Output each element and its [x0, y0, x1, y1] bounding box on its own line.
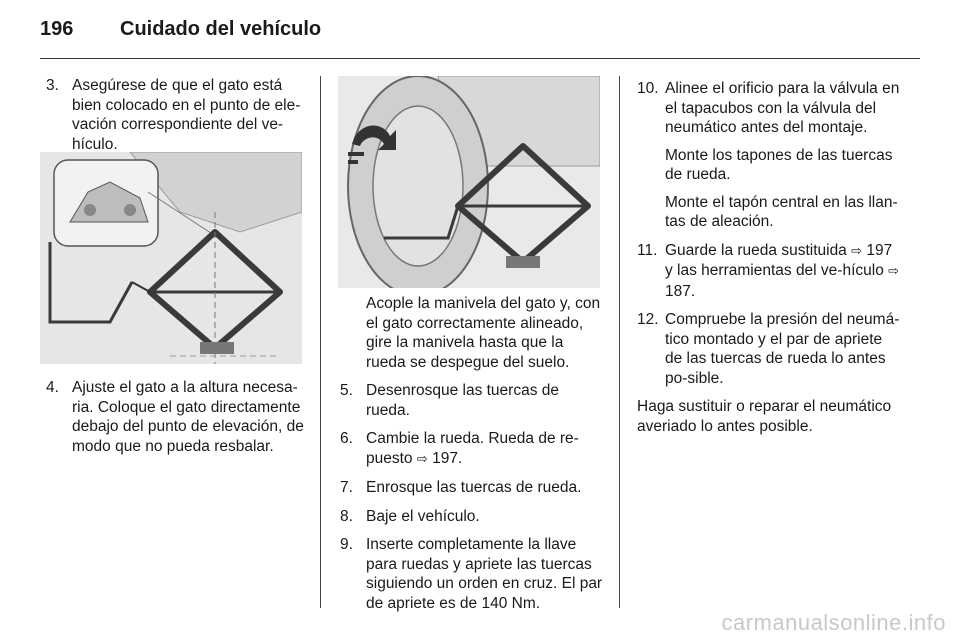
- step-number: 3.: [46, 77, 59, 94]
- page-reference[interactable]: 197.: [432, 449, 463, 467]
- step-number: 6.: [340, 430, 353, 447]
- step-4: [46, 378, 304, 456]
- header-divider: [40, 58, 920, 59]
- step-text: Baje el vehículo.: [366, 507, 480, 525]
- step-note: Monte los tapones de las tuercas de rueda.: [665, 146, 893, 183]
- jack-position-illustration: [40, 152, 302, 364]
- page-reference-arrow-icon: ⇨: [416, 451, 428, 467]
- crank-instruction: Acople la manivela del gato y, con el gato correctamente alineado, gire la manivela hasta que la rueda se despegue del suelo.: [366, 295, 601, 371]
- watermark: carmanualsonline.info: [721, 610, 946, 635]
- step-5: [340, 381, 605, 420]
- page-reference-arrow-icon: ⇨: [888, 264, 900, 279]
- column-3: [637, 79, 901, 444]
- step-number: 10.: [637, 80, 659, 97]
- step-text: Guarde la rueda sustituida: [665, 241, 847, 259]
- step-number: 5.: [340, 382, 353, 399]
- step-text: Inserte completamente la llave para ruedas y apriete las tuercas siguiendo un orden en cruz. El par de apriete es de 140 Nm.: [366, 536, 603, 612]
- step-number: 11.: [637, 241, 658, 259]
- closing-note: Haga sustituir o reparar el neumático averiado lo antes posible.: [637, 398, 892, 435]
- step-number: 8.: [340, 507, 353, 525]
- step-note: Monte el tapón central en las llan-tas de aleación.: [665, 193, 898, 230]
- page-title: Cuidado del vehículo: [120, 18, 322, 40]
- step-8: [340, 507, 605, 527]
- page-header: [40, 14, 920, 54]
- column-divider-1: [320, 76, 321, 608]
- step-12: [637, 310, 901, 388]
- column-1-lower: [46, 378, 304, 465]
- column-divider-2: [619, 76, 620, 608]
- step-text: Asegúrese de que el gato está bien colocado en el punto de ele-vación correspondiente del ve-hículo.: [72, 77, 301, 153]
- step-text: Cambie la rueda. Rueda de re-puesto: [366, 430, 579, 467]
- page-reference[interactable]: 197 y las herramientas del ve-hículo: [665, 241, 893, 279]
- step-7: [340, 478, 605, 498]
- page-reference-arrow-icon: ⇨: [851, 243, 863, 259]
- step-6: [340, 429, 605, 469]
- step-text: Ajuste el gato a la altura necesa-ria. Coloque el gato directamente debajo del punto de elevación, de modo que no pueda resbalar.: [72, 379, 304, 455]
- step-10: [637, 79, 901, 232]
- column-2: [340, 294, 605, 622]
- step-text: Desenrosque las tuercas de rueda.: [366, 382, 560, 419]
- step-3: [46, 76, 304, 154]
- step-text: Alinee el orificio para la válvula en el tapacubos con la válvula del neumático antes del montaje.: [665, 80, 900, 136]
- step-number: 9.: [340, 536, 353, 553]
- column-1: [46, 76, 304, 163]
- page-reference[interactable]: 187.: [665, 282, 696, 300]
- jack-crank-illustration: [338, 76, 600, 288]
- step-11: [637, 241, 901, 302]
- step-number: 7.: [340, 479, 353, 496]
- step-number: 4.: [46, 379, 59, 396]
- step-number: 12.: [637, 311, 659, 328]
- page-number: 196: [40, 18, 74, 40]
- step-text: Compruebe la presión del neumá-tico montado y el par de apriete de las tuercas de rueda lo antes po-sible.: [665, 311, 900, 387]
- step-9: [340, 535, 605, 613]
- step-text: Enrosque las tuercas de rueda.: [366, 479, 582, 496]
